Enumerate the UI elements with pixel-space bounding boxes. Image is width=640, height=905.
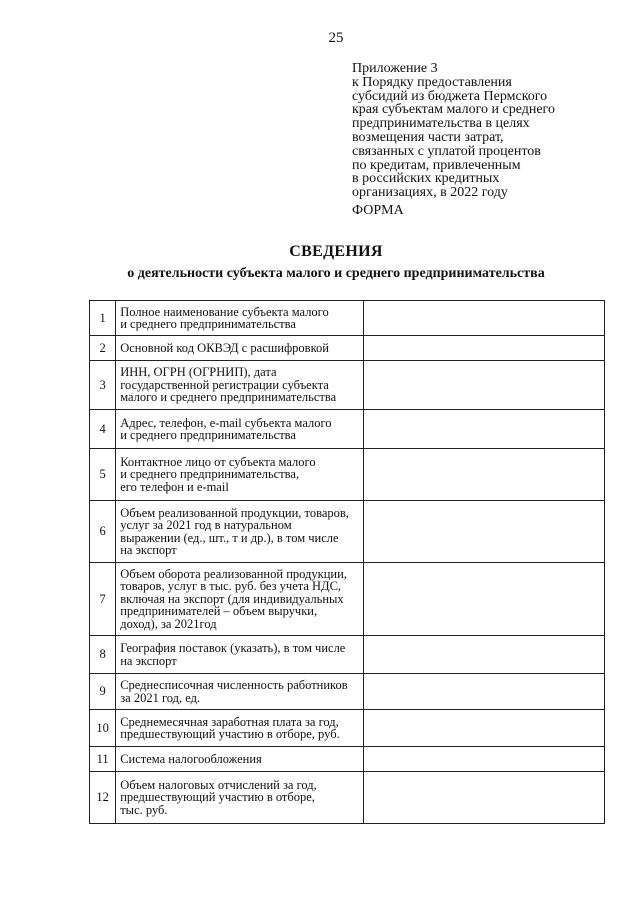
- row-number: 4: [90, 410, 116, 449]
- row-label: Объем налоговых отчислений за год, предшествующий участию в отборе, тыс. руб.: [116, 772, 364, 824]
- table-row: [90, 772, 605, 824]
- row-label: Объем оборота реализованной продукции, товаров, услуг в тыс. руб. без учета НДС, включая на экспорт (для индивидуальных предпринимателей – объем выручки, доход), за 2021год: [116, 563, 364, 636]
- row-label: Объем реализованной продукции, товаров, услуг за 2021 год в натуральном выражении (ед., шт., т и др.), в том числе на экспорт: [116, 501, 364, 563]
- row-label: Адрес, телефон, e-mail субъекта малого и среднего предпринимательства: [116, 410, 364, 449]
- row-value-cell[interactable]: [364, 361, 605, 410]
- forma-label: ФОРМА: [352, 203, 404, 218]
- row-value-cell[interactable]: [364, 772, 605, 824]
- row-number: 3: [90, 361, 116, 410]
- table-row: [90, 301, 605, 336]
- document-title: СВЕДЕНИЯ: [289, 243, 383, 260]
- row-number: 5: [90, 449, 116, 501]
- row-value-cell[interactable]: [364, 449, 605, 501]
- row-value-cell[interactable]: [364, 501, 605, 563]
- row-value-cell[interactable]: [364, 563, 605, 636]
- document-subtitle: о деятельности субъекта малого и среднего предпринимательства: [127, 266, 545, 281]
- table-row: [90, 563, 605, 636]
- row-value-cell[interactable]: [364, 674, 605, 710]
- info-table: [89, 300, 605, 824]
- row-number: 6: [90, 501, 116, 563]
- row-value-cell[interactable]: [364, 336, 605, 361]
- appendix-line: предпринимательства в целях: [352, 116, 530, 132]
- table-row: [90, 747, 605, 772]
- row-number: 9: [90, 674, 116, 710]
- row-number: 1: [90, 301, 116, 336]
- appendix-line: по кредитам, привлеченным: [352, 157, 521, 173]
- row-label: География поставок (указать), в том числе на экспорт: [116, 636, 364, 674]
- table-row: [90, 449, 605, 501]
- row-number: 10: [90, 710, 116, 747]
- appendix-line: организациях, в 2022 году: [352, 185, 508, 201]
- row-number: 7: [90, 563, 116, 636]
- row-label: Основной код ОКВЭД с расшифровкой: [116, 336, 364, 361]
- appendix-line: в российских кредитных: [352, 171, 500, 187]
- row-value-cell[interactable]: [364, 301, 605, 336]
- appendix-line: Приложение 3: [352, 61, 438, 76]
- row-value-cell[interactable]: [364, 636, 605, 674]
- row-number: 11: [90, 747, 116, 772]
- appendix-line: возмещения части затрат,: [352, 129, 504, 145]
- row-label: Система налогообложения: [116, 747, 364, 772]
- table-row: [90, 710, 605, 747]
- table-row: [90, 336, 605, 361]
- table-row: [90, 501, 605, 563]
- row-label: Среднесписочная численность работников за 2021 год, ед.: [116, 674, 364, 710]
- table-row: [90, 361, 605, 410]
- row-value-cell[interactable]: [364, 747, 605, 772]
- table-row: [90, 410, 605, 449]
- appendix-line: края субъектам малого и среднего: [352, 102, 555, 118]
- appendix-line: связанных с уплатой процентов: [352, 143, 541, 159]
- row-number: 12: [90, 772, 116, 824]
- row-label: Полное наименование субъекта малого и среднего предпринимательства: [116, 301, 364, 336]
- row-label: ИНН, ОГРН (ОГРНИП), дата государственной регистрации субъекта малого и среднего предпринимательства: [116, 361, 364, 410]
- appendix-line: к Порядку предоставления: [352, 74, 512, 90]
- table-row: [90, 636, 605, 674]
- row-value-cell[interactable]: [364, 410, 605, 449]
- page-number: 25: [328, 30, 344, 46]
- row-number: 2: [90, 336, 116, 361]
- appendix-heading: [352, 62, 602, 200]
- row-label: Контактное лицо от субъекта малого и среднего предпринимательства, его телефон и e-mail: [116, 449, 364, 501]
- appendix-line: субсидий из бюджета Пермского: [352, 88, 548, 104]
- row-value-cell[interactable]: [364, 710, 605, 747]
- table-row: [90, 674, 605, 710]
- row-label: Среднемесячная заработная плата за год, предшествующий участию в отборе, руб.: [116, 710, 364, 747]
- row-number: 8: [90, 636, 116, 674]
